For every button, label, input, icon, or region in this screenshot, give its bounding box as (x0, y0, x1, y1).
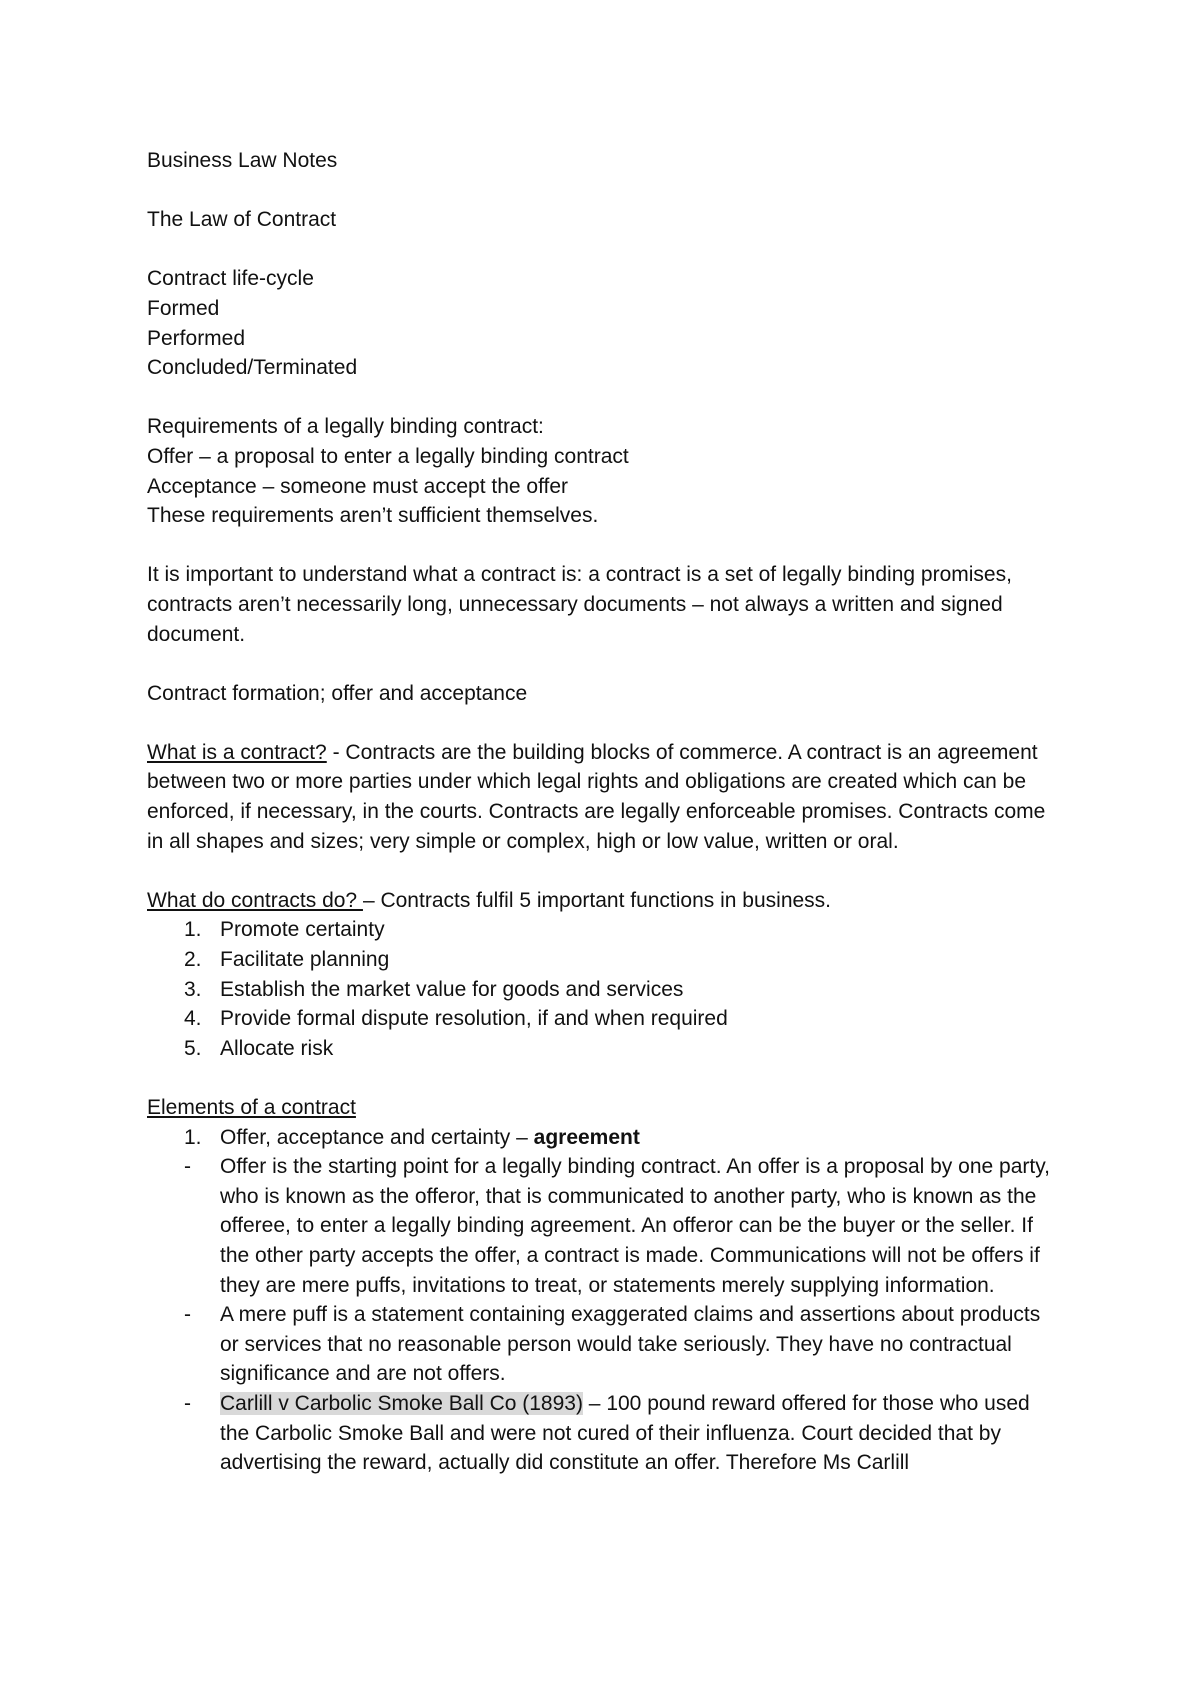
lifecycle-stage: Performed (147, 326, 246, 350)
functions-list (147, 915, 1050, 1063)
list-number: 2. (184, 948, 202, 972)
list-item (147, 1034, 1050, 1064)
case-name-highlight: Carlill v Carbolic Smoke Ball Co (1893) (220, 1391, 583, 1415)
formation-heading: Contract formation; offer and acceptance (147, 681, 528, 705)
document-title: Business Law Notes (147, 149, 338, 172)
spacer (147, 649, 1050, 679)
elements-heading: Elements of a contract (147, 1096, 356, 1119)
spacer (147, 383, 1050, 413)
list-number: 3. (184, 977, 202, 1001)
list-number: 1. (184, 918, 202, 942)
elements-bullets (147, 1152, 1050, 1478)
lifecycle-stage: Concluded/Terminated (147, 356, 358, 380)
list-number: 5. (184, 1036, 202, 1060)
list-item-text: Provide formal dispute resolution, if and when required (220, 1007, 728, 1031)
spacer (147, 856, 1050, 886)
section-title: The Law of Contract (147, 208, 337, 232)
spacer (147, 708, 1050, 738)
list-item (147, 1123, 1050, 1153)
spacer (147, 1063, 1050, 1093)
requirement-line: These requirements aren’t sufficient themselves. (147, 504, 599, 528)
bullet-text: A mere puff is a statement containing exaggerated claims and assertions about products or services that no reasonable person would take seriously. They have no contractual significance and are not offers. (220, 1303, 1041, 1386)
dash-marker: - (184, 1155, 191, 1179)
bullet-item (147, 1389, 1050, 1478)
requirement-line: Acceptance – someone must accept the offer (147, 474, 569, 498)
lifecycle-heading: Contract life-cycle (147, 267, 314, 291)
list-item (147, 975, 1050, 1005)
dash-marker: - (184, 1303, 191, 1327)
bullet-text: Offer is the starting point for a legally binding contract. An offer is a proposal by one party, who is known as the offeror, that is communicated to another party, who is known as the offeree, to enter a legally binding agreement. An offeror can be the buyer or the seller. If the other party accepts the offer, a contract is made. Communications will not be offers if they are mere puffs, invitations to treat, or statements merely supplying information. (220, 1155, 1050, 1297)
what-is-contract-text: - Contracts are the building blocks of commerce. A contract is an agreement between two or more parties under which legal rights and obligations are created which can be enforced, if necessary, in the courts. Contracts are legally enforceable promises. Contracts come in all shapes and sizes; very simple or complex, high or low value, written or oral. (147, 740, 1046, 853)
bullet-text: – 100 pound reward offered for those who used the Carbolic Smoke Ball and were not cured of their influenza. Court decided that by advertising the reward, actually did constitute an offer. Therefore Ms Carlill (220, 1391, 1030, 1475)
what-do-contracts-text: – Contracts fulfil 5 important functions in business. (362, 888, 832, 912)
list-item (147, 1004, 1050, 1034)
bullet-item (147, 1300, 1050, 1389)
list-item-text: Allocate risk (220, 1036, 334, 1060)
elements-list (147, 1123, 1050, 1153)
list-item-text: Promote certainty (220, 918, 385, 942)
important-paragraph: It is important to understand what a contract is: a contract is a set of legally binding promises, contracts aren’t necessarily long, unnecessary documents – not always a written and signed document. (147, 563, 1012, 646)
list-number: 1. (184, 1125, 202, 1149)
what-is-contract-paragraph (147, 738, 1050, 856)
spacer (147, 235, 1050, 265)
list-item (147, 945, 1050, 975)
what-do-contracts-term: What do contracts do? (147, 888, 363, 912)
list-item-text: Offer, acceptance and certainty – (220, 1125, 534, 1149)
requirements-heading: Requirements of a legally binding contract: (147, 415, 544, 439)
list-item (147, 915, 1050, 945)
bullet-item (147, 1152, 1050, 1300)
what-do-contracts-paragraph (147, 886, 1050, 916)
spacer (147, 176, 1050, 206)
list-item-bold-text: agreement (533, 1125, 640, 1149)
spacer (147, 531, 1050, 561)
dash-marker: - (184, 1391, 191, 1415)
list-item-text: Facilitate planning (220, 948, 390, 972)
lifecycle-stage: Formed (147, 296, 220, 320)
what-is-contract-term: What is a contract? (147, 740, 327, 764)
list-number: 4. (184, 1007, 202, 1031)
requirement-line: Offer – a proposal to enter a legally binding contract (147, 444, 629, 468)
list-item-text: Establish the market value for goods and services (220, 977, 684, 1001)
